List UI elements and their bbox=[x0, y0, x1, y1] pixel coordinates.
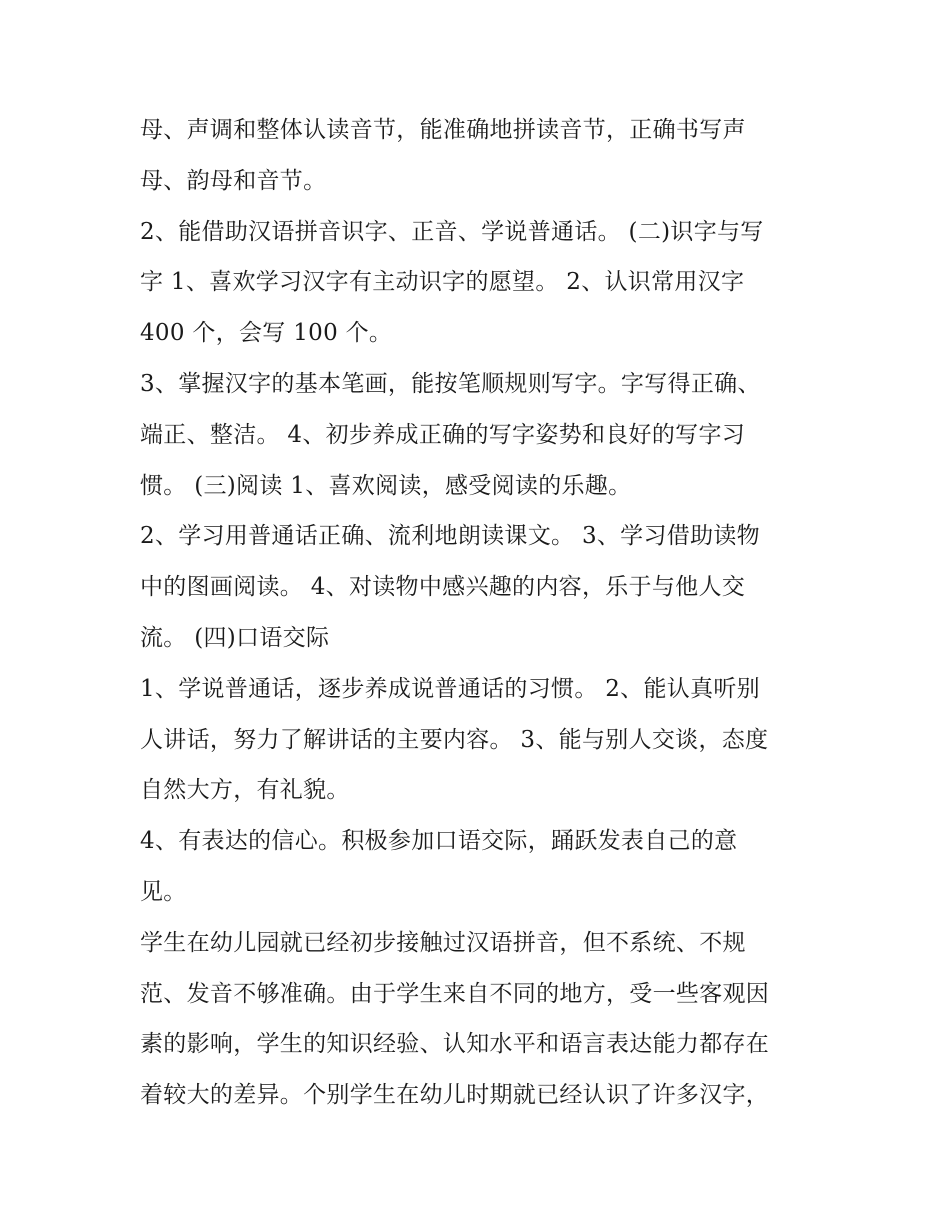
text-line: 流。 (四)口语交际 bbox=[140, 624, 330, 651]
text-line: 中的图画阅读。 4、对读物中感兴趣的内容，乐于与他人交 bbox=[140, 574, 746, 601]
document-page bbox=[140, 105, 840, 1121]
text-line: 人讲话，努力了解讲话的主要内容。 3、能与别人交谈，态度 bbox=[140, 726, 769, 753]
text-line: 范、发音不够准确。由于学生来自不同的地方，受一些客观因 bbox=[140, 980, 770, 1007]
text-line: 见。 bbox=[140, 878, 187, 905]
text-line: 着较大的差异。个别学生在幼儿时期就已经认识了许多汉字， bbox=[140, 1082, 770, 1109]
text-line: 1、学说普通话，逐步养成说普通话的习惯。 2、能认真听别 bbox=[140, 675, 760, 702]
text-line: 400 个，会写 100 个。 bbox=[140, 320, 393, 347]
text-line: 字 1、喜欢学习汉字有主动识字的愿望。 2、认识常用汉字 bbox=[140, 269, 745, 296]
text-line: 母、声调和整体认读音节，能准确地拼读音节，正确书写声 bbox=[140, 117, 746, 143]
text-line: 母、韵母和音节。 bbox=[140, 167, 327, 194]
text-line: 2、能借助汉语拼音识字、正音、学说普通话。 (二)识字与写 bbox=[140, 218, 764, 245]
text-line: 自然大方，有礼貌。 bbox=[140, 777, 350, 804]
text-line: 3、掌握汉字的基本笔画，能按笔顺规则写字。字写得正确、 bbox=[140, 370, 761, 397]
text-line: 惯。 (三)阅读 1、喜欢阅读，感受阅读的乐趣。 bbox=[140, 472, 632, 499]
text-line: 学生在幼儿园就已经初步接触过汉语拼音，但不系统、不规 bbox=[140, 929, 746, 956]
text-line: 素的影响，学生的知识经验、认知水平和语言表达能力都存在 bbox=[140, 1031, 770, 1058]
text-line: 2、学习用普通话正确、流利地朗读课文。 3、学习借助读物 bbox=[140, 523, 760, 550]
text-line: 端正、整洁。 4、初步养成正确的写字姿势和良好的写字习 bbox=[140, 421, 746, 448]
text-line: 4、有表达的信心。积极参加口语交际，踊跃发表自己的意 bbox=[140, 828, 738, 855]
